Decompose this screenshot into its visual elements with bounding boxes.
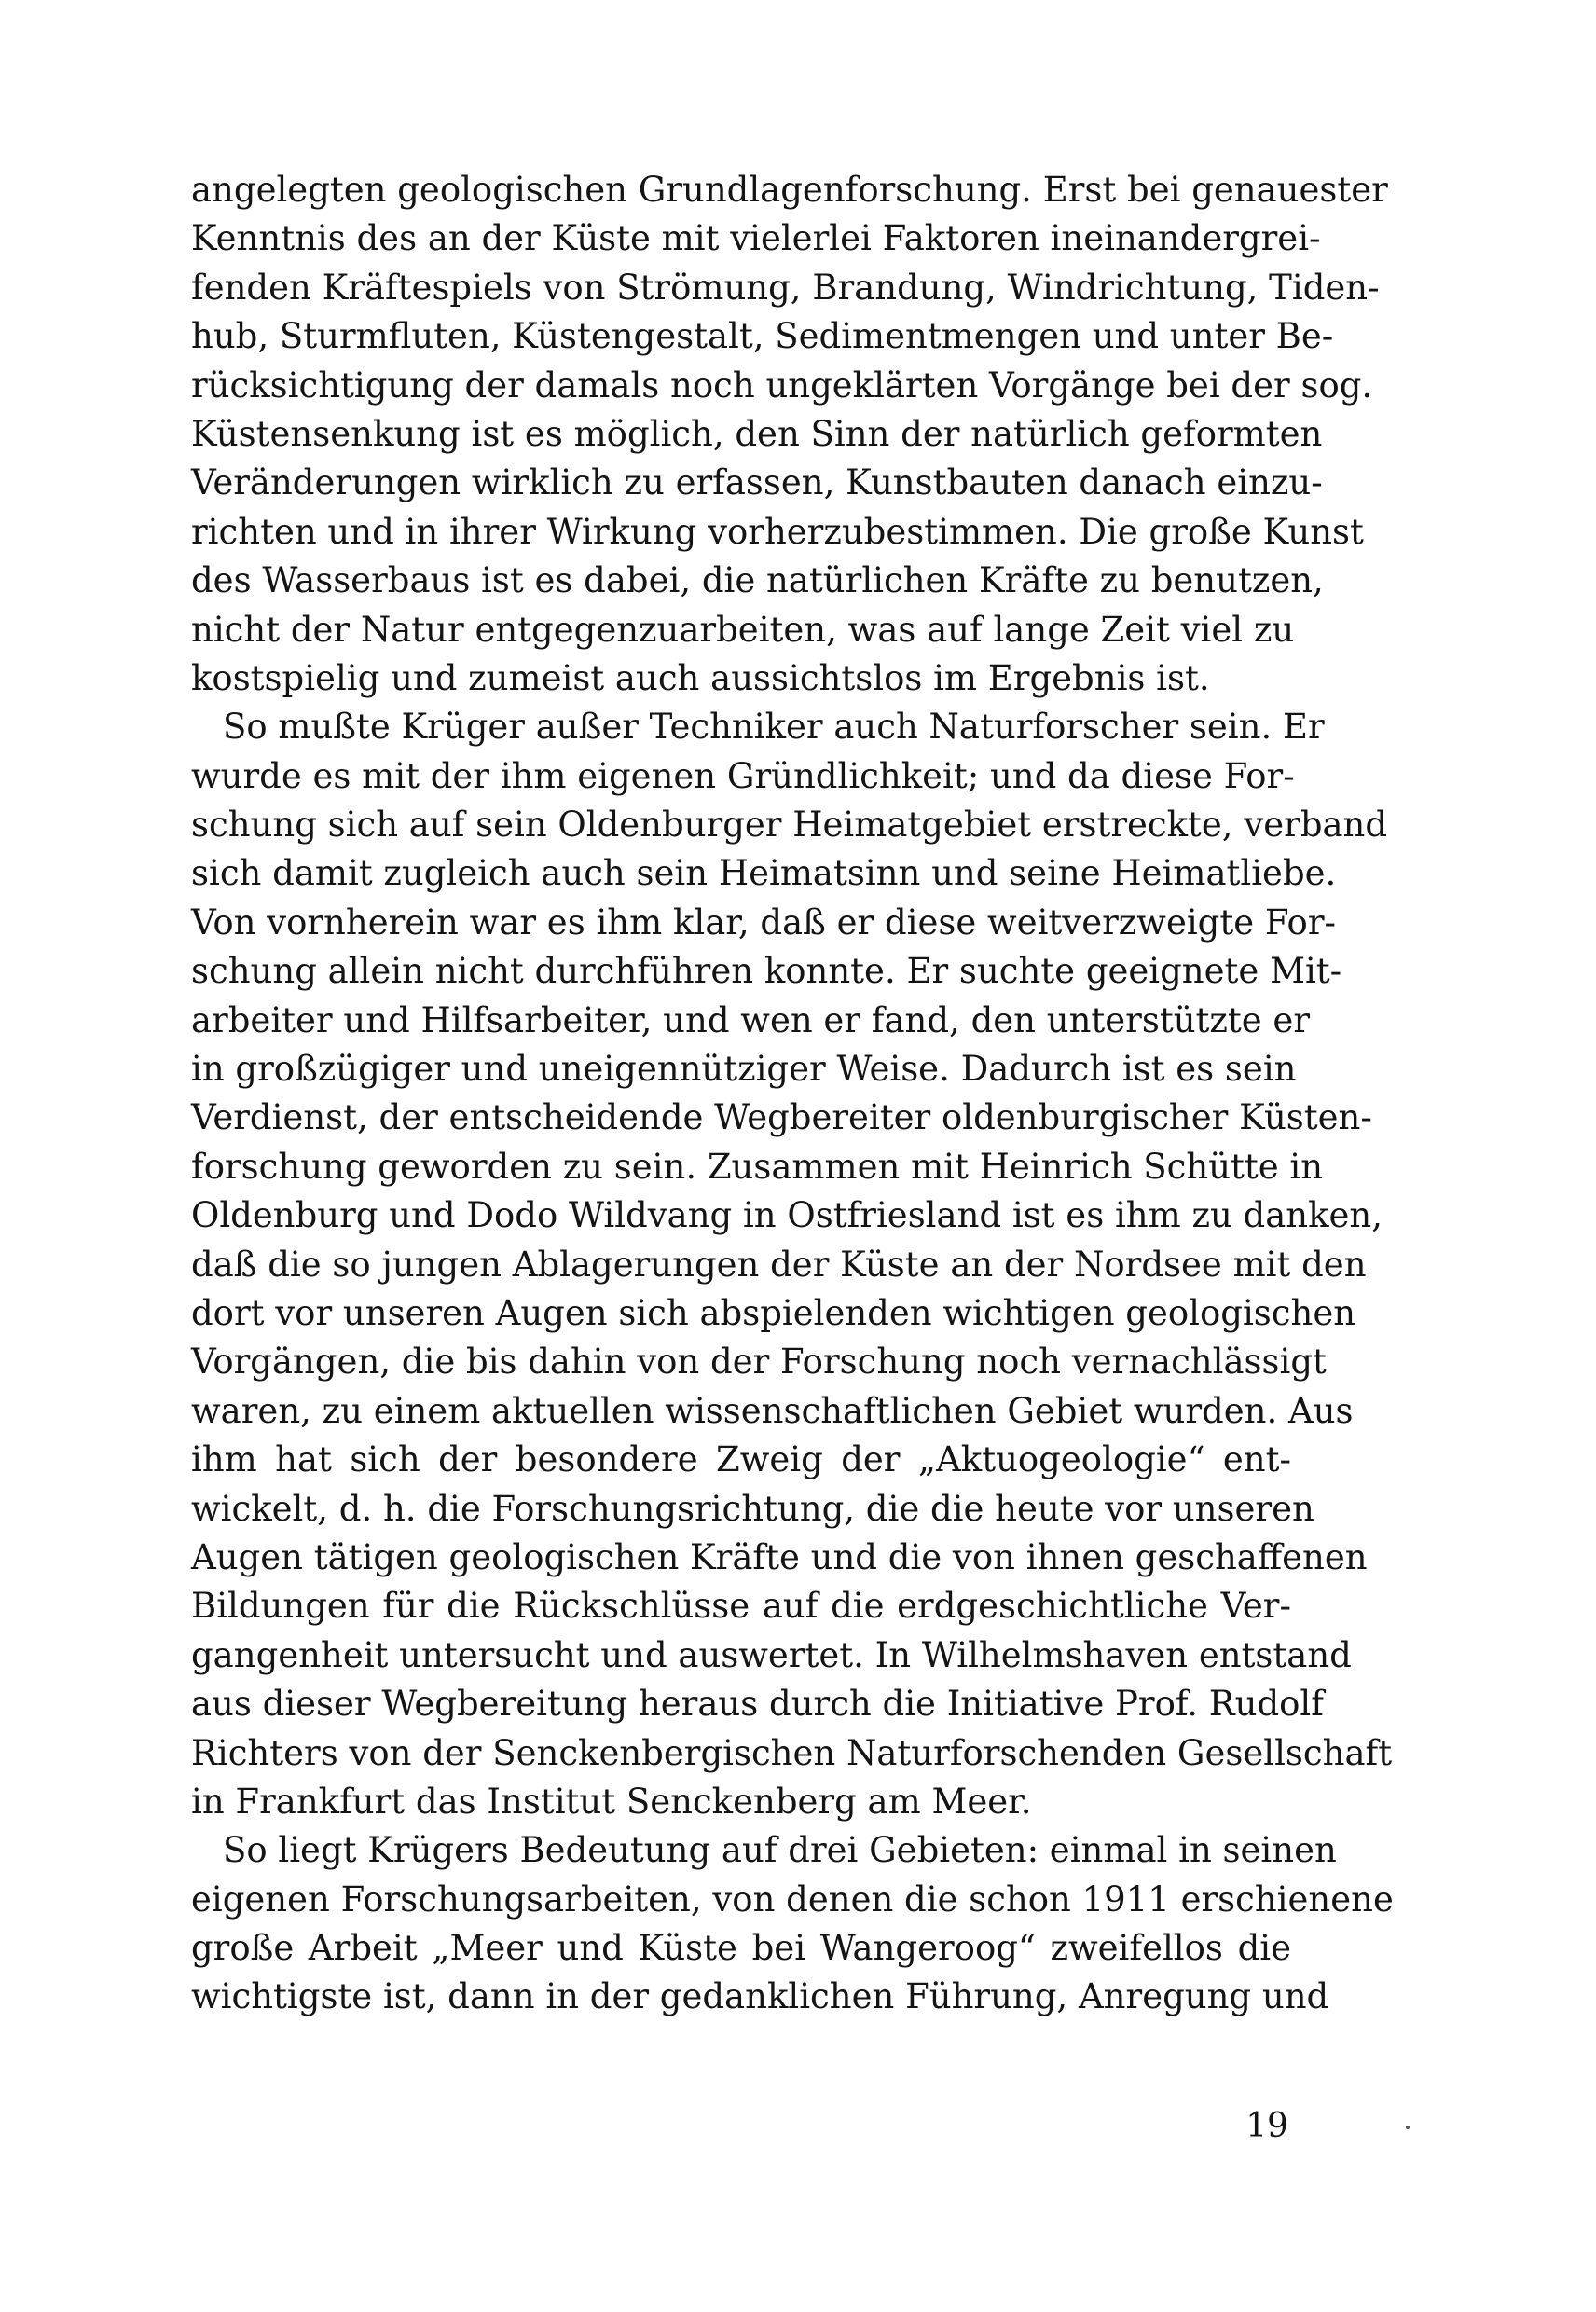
text-line: Kenntnis des an der Küste mit vielerlei Faktoren ineinandergrei- <box>191 218 1321 259</box>
text-line: schung sich auf sein Oldenburger Heimatgebiet erstreckte, verband <box>191 805 1388 846</box>
paragraph-3 <box>191 1826 1394 2022</box>
paragraph-1 <box>191 166 1388 703</box>
text-line: eigenen Forschungsarbeiten, von denen die schon 1911 erschienene <box>191 1878 1394 1920</box>
text-line: Vorgängen, die bis dahin von der Forschung noch vernachlässigt <box>191 1342 1327 1383</box>
text-line: dort vor unseren Augen sich abspielenden wichtigen geologischen <box>191 1292 1356 1333</box>
text-line: So mußte Krüger außer Techniker auch Naturforscher sein. Er <box>223 707 1325 748</box>
text-line: sich damit zugleich auch sein Heimatsinn und seine Heimatliebe. <box>191 853 1337 894</box>
text-line: So liegt Krügers Bedeutung auf drei Gebieten: einmal in seinen <box>223 1830 1337 1871</box>
text-line: in großzügiger und uneigennütziger Weise. Dadurch ist es sein <box>191 1049 1297 1090</box>
text-line: rücksichtigung der damals noch ungeklärten Vorgänge bei der sog. <box>191 365 1373 406</box>
text-line: gangenheit untersucht und auswertet. In Wilhelmshaven entstand <box>191 1634 1352 1675</box>
text-line: arbeiter und Hilfsarbeiter, und wen er fand, den unterstützte er <box>191 999 1311 1040</box>
text-line: wickelt, d. h. die Forschungsrichtung, die die heute vor unseren <box>191 1488 1314 1529</box>
text-line: in Frankfurt das Institut Senckenberg am Meer. <box>191 1781 1032 1822</box>
text-line: wurde es mit der ihm eigenen Gründlichkeit; und da diese For- <box>191 755 1295 796</box>
text-line: Verdienst, der entscheidende Wegbereiter oldenburgischer Küsten- <box>191 1097 1372 1138</box>
text-line: des Wasserbaus ist es dabei, die natürlichen Kräfte zu benutzen, <box>191 560 1324 601</box>
text-line: Oldenburg und Dodo Wildvang in Ostfriesland ist es ihm zu danken, <box>191 1195 1383 1236</box>
text-line: kostspielig und zumeist auch aussichtslos im Ergebnis ist. <box>191 657 1210 698</box>
text-line: forschung geworden zu sein. Zusammen mit Heinrich Schütte in <box>191 1146 1324 1187</box>
text-line: daß die so jungen Ablagerungen der Küste an der Nordsee mit den <box>191 1244 1367 1285</box>
text-line: richten und in ihrer Wirkung vorherzubestimmen. Die große Kunst <box>191 511 1364 552</box>
scan-speck <box>1406 2126 1410 2129</box>
text-line: fenden Kräftespiels von Strömung, Brandung, Windrichtung, Tiden- <box>191 267 1380 308</box>
text-line: Von vornherein war es ihm klar, daß er diese weitverzweigte For- <box>191 901 1337 943</box>
text-line: große Arbeit „Meer und Küste bei Wangeroog“ zweifellos die <box>191 1928 1291 1969</box>
page-number: 19 <box>1245 2107 1288 2145</box>
text-line: schung allein nicht durchführen konnte. Er suchte geeignete Mit- <box>191 951 1342 992</box>
text-line: waren, zu einem aktuellen wissenschaftlichen Gebiet wurden. Aus <box>191 1390 1354 1431</box>
text-line: ihm hat sich der besondere Zweig der „Aktuogeologie“ ent- <box>191 1439 1291 1480</box>
text-line: angelegten geologischen Grundlagenforschung. Erst bei genauester <box>191 170 1388 210</box>
text-line: Augen tätigen geologischen Kräfte und die von ihnen geschaffenen <box>191 1536 1368 1577</box>
body-text <box>191 166 1394 2022</box>
text-line: hub, Sturmfluten, Küstengestalt, Sedimentmengen und unter Be- <box>191 316 1334 357</box>
text-line: Richters von der Senckenbergischen Naturforschenden Gesellschaft <box>191 1732 1393 1773</box>
text-line: wichtigste ist, dann in der gedanklichen Führung, Anregung und <box>191 1976 1329 2017</box>
text-line: aus dieser Wegbereitung heraus durch die Initiative Prof. Rudolf <box>191 1684 1324 1725</box>
paragraph-2 <box>191 703 1393 1826</box>
text-line: Veränderungen wirklich zu erfassen, Kunstbauten danach einzu- <box>191 462 1323 503</box>
text-line: Bildungen für die Rückschlüsse auf die erdgeschichtliche Ver- <box>191 1586 1291 1627</box>
text-line: nicht der Natur entgegenzuarbeiten, was auf lange Zeit viel zu <box>191 609 1295 650</box>
text-line: Küstensenkung ist es möglich, den Sinn der natürlich geformten <box>191 413 1323 454</box>
